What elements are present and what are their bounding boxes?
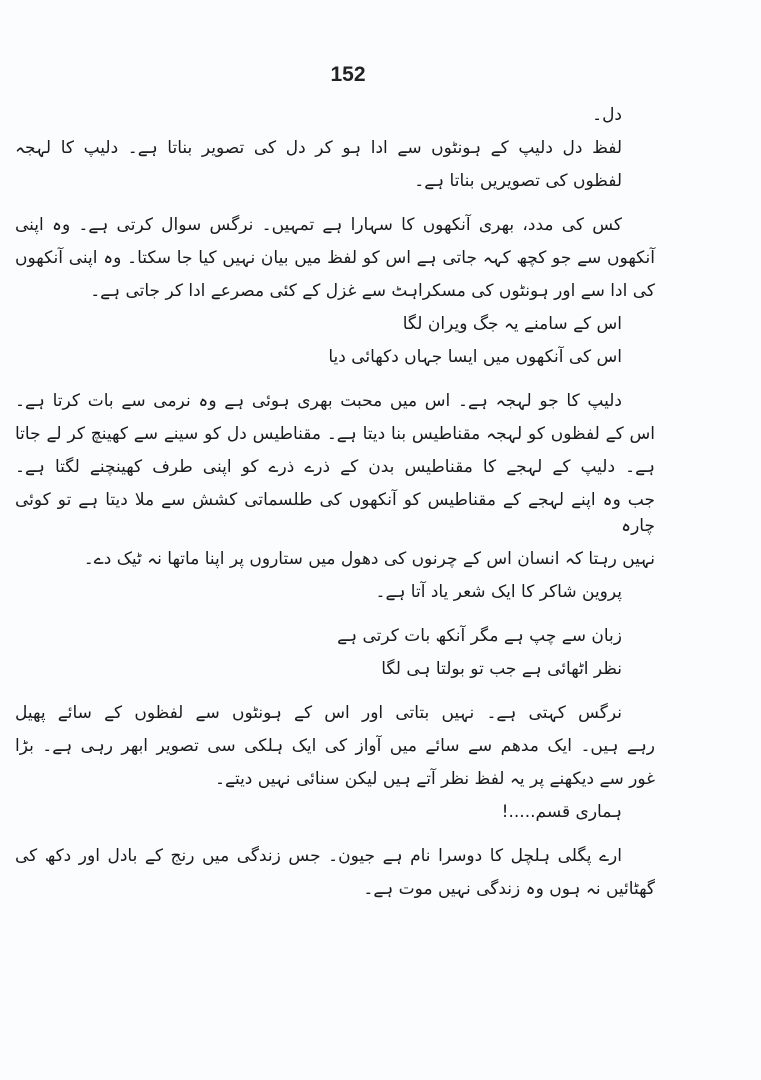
- poem-line: اس کے سامنے یہ جگ ویران لگا: [402, 314, 622, 334]
- text-line: لفظوں کی تصویریں بناتا ہے۔: [414, 171, 622, 191]
- text-line: دل۔: [592, 105, 622, 125]
- text-line: نہیں رہتا کہ انسان اس کے چرنوں کی دھول میں ستاروں پر اپنا ماتھا نہ ٹیک دے۔: [83, 549, 655, 569]
- text-line: آنکھوں سے جو کچھ کہہ جاتی ہے اس کو لفظ میں بیان نہیں کیا جا سکتا۔ وہ اپنی آنکھوں: [15, 248, 655, 268]
- text-line: ہے۔ دلیپ کے لہجے کا مقناطیس بدن کے ذرے ذرے کو اپنی طرف کھینچنے لگتا ہے۔: [15, 457, 655, 477]
- text-line: پروین شاکر کا ایک شعر یاد آتا ہے۔: [375, 582, 622, 602]
- text-line: دلیپ کا جو لہجہ ہے۔ اس میں محبت بھری ہوئی ہے وہ نرمی سے بات کرتا ہے۔: [15, 391, 622, 411]
- poem-line: زبان سے چپ ہے مگر آنکھ بات کرتی ہے: [337, 626, 622, 646]
- text-line: رہے ہیں۔ ایک مدھم سے سائے میں آواز کی ایک ہلکی سی تصویر ابھر رہی ہے۔ بڑا: [15, 736, 655, 756]
- text-line: جب وہ اپنے لہجے کے مقناطیس کو آنکھوں کی طلسماتی کشش سے ملا دیتا ہے تو کوئی چارہ: [15, 490, 655, 536]
- page-number: 152: [330, 63, 366, 86]
- poem-line: نظر اٹھائی ہے جب تو بولتا ہی لگا: [381, 659, 622, 679]
- text-line: کی ادا سے اور ہونٹوں کی مسکراہٹ سے غزل کے کئی مصرعے ادا کر جاتی ہے۔: [90, 281, 655, 301]
- text-line: لفظ دل دلیپ کے ہونٹوں سے ادا ہو کر دل کی تصویر بناتا ہے۔ دلیپ کا لہجہ: [15, 138, 622, 158]
- text-line: غور سے دیکھنے پر یہ لفظ نظر آتے ہیں لیکن سنائی نہیں دیتے۔: [215, 769, 655, 789]
- page-text: [15, 102, 655, 902]
- text-line: گھٹائیں نہ ہوں وہ زندگی نہیں موت ہے۔: [363, 879, 655, 899]
- text-line: نرگس کہتی ہے۔ نہیں بتاتی اور اس کے ہونٹوں سے لفظوں کے سائے پھیل: [15, 703, 622, 723]
- text-line: اس کے لفظوں کو لہجہ مقناطیس بنا دیتا ہے۔ مقناطیس دل کو سینے سے کھینچ کر لے جاتا: [15, 424, 655, 444]
- text-line: ارے پگلی ہلچل کا دوسرا نام ہے جیون۔ جس زندگی میں رنج کے بادل اور دکھ کی: [15, 846, 622, 866]
- poem-line: اس کی آنکھوں میں ایسا جہاں دکھائی دیا: [328, 347, 622, 367]
- text-line: کس کی مدد، بھری آنکھوں کا سہارا ہے تمہیں۔ نرگس سوال کرتی ہے۔ وہ اپنی: [15, 215, 622, 235]
- text-line: ہماری قسم.....!: [501, 802, 622, 822]
